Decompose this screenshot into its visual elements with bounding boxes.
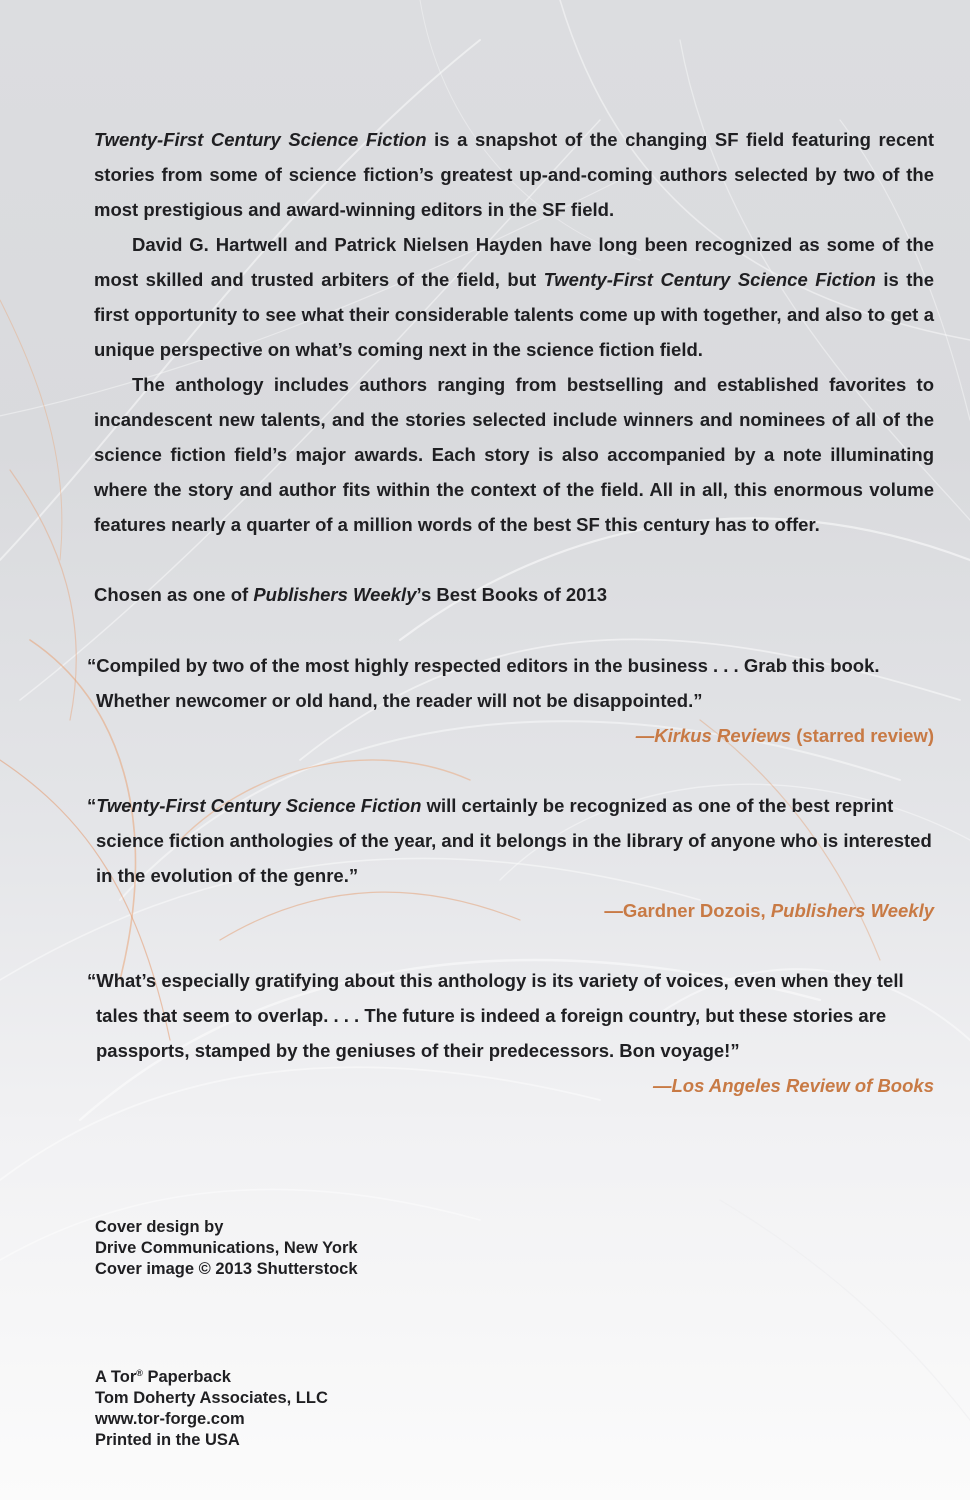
publisher-imprint — [95, 1363, 328, 1388]
printed-location: Printed in the USA — [95, 1431, 240, 1449]
blurb-p2-start: David G. Hartwell and Patrick Nielsen Hayden have long been recognized as some of the most skilled and trusted arbiters of the field, but — [94, 234, 934, 290]
quote-attribution — [84, 1068, 934, 1103]
quote-open-mark: “ — [87, 795, 97, 816]
imprint-format: Paperback — [142, 1368, 231, 1386]
description-blurb — [94, 122, 934, 542]
quote-attribution — [84, 718, 934, 753]
attribution-source: —Kirkus Reviews — [635, 725, 792, 746]
attribution-source: Publishers Weekly — [770, 900, 934, 921]
quote-attribution — [84, 893, 934, 928]
attribution-source: —Los Angeles Review of Books — [653, 1075, 934, 1096]
credit-line: Cover design by — [95, 1218, 224, 1236]
credit-line: Cover image © 2013 Shutterstock — [95, 1260, 358, 1278]
quote-text — [84, 788, 934, 893]
attribution-note: (starred review) — [791, 725, 934, 746]
accolade-suffix: ’s Best Books of 2013 — [416, 584, 608, 605]
book-title: Twenty-First Century Science Fiction — [94, 129, 427, 150]
quote-text: “Compiled by two of the most highly respected editors in the business . . . Grab this book. Whether newcomer or old hand, the reader will not be disappointed.” — [87, 655, 880, 711]
attribution-name: —Gardner Dozois, — [604, 900, 771, 921]
registered-mark: ® — [136, 1368, 143, 1378]
blurb-paragraph-3: The anthology includes authors ranging from bestselling and established favorites to incandescent new talents, and the stories selected include winners and nominees of all of the science fiction field’s major awards. Each story is also accompanied by a note illuminating where the story and author fits within the context of the field. All in all, this enormous volume features nearly a quarter of a million words of the best SF this century has to offer. — [94, 374, 934, 535]
review-quote-kirkus — [84, 648, 934, 753]
accolade-line — [94, 580, 607, 610]
publisher-info — [95, 1363, 328, 1451]
blurb-paragraph-1 — [94, 122, 934, 227]
blurb-p1-text: is a snapshot of the changing SF field featuring recent stories from some of science fiction’s greatest up-and-coming authors selected by two of the most prestigious and award-winning editors in the SF field. — [94, 129, 934, 220]
quote-book-title: Twenty-First Century Science Fiction — [96, 795, 422, 816]
publisher-company: Tom Doherty Associates, LLC — [95, 1389, 328, 1407]
publisher-website: www.tor-forge.com — [95, 1410, 245, 1428]
blurb-p2-text: is the first opportunity to see what their considerable talents come up with together, and also to get a unique perspective on what’s coming next in the science fiction field. — [94, 269, 934, 360]
review-quote-dozois — [84, 788, 934, 928]
review-quote-larb — [84, 963, 934, 1103]
quote-text-rest: will certainly be recognized as one of the best reprint science fiction anthologies of the year, and it belongs in the library of anyone who is interested in the evolution of the genre.” — [96, 795, 932, 886]
cover-credits — [95, 1217, 358, 1280]
imprint-name: A Tor — [95, 1368, 137, 1386]
accolade-publication: Publishers Weekly — [253, 584, 417, 605]
book-title: Twenty-First Century Science Fiction — [543, 269, 876, 290]
accolade-prefix: Chosen as one of — [94, 584, 254, 605]
quote-text: “What’s especially gratifying about this anthology is its variety of voices, even when they tell tales that seem to overlap. . . . The future is indeed a foreign country, but these stories are passports, stamped by the geniuses of their predecessors. Bon voyage!” — [87, 970, 904, 1061]
credit-line: Drive Communications, New York — [95, 1239, 358, 1257]
blurb-paragraph-2 — [94, 227, 934, 367]
